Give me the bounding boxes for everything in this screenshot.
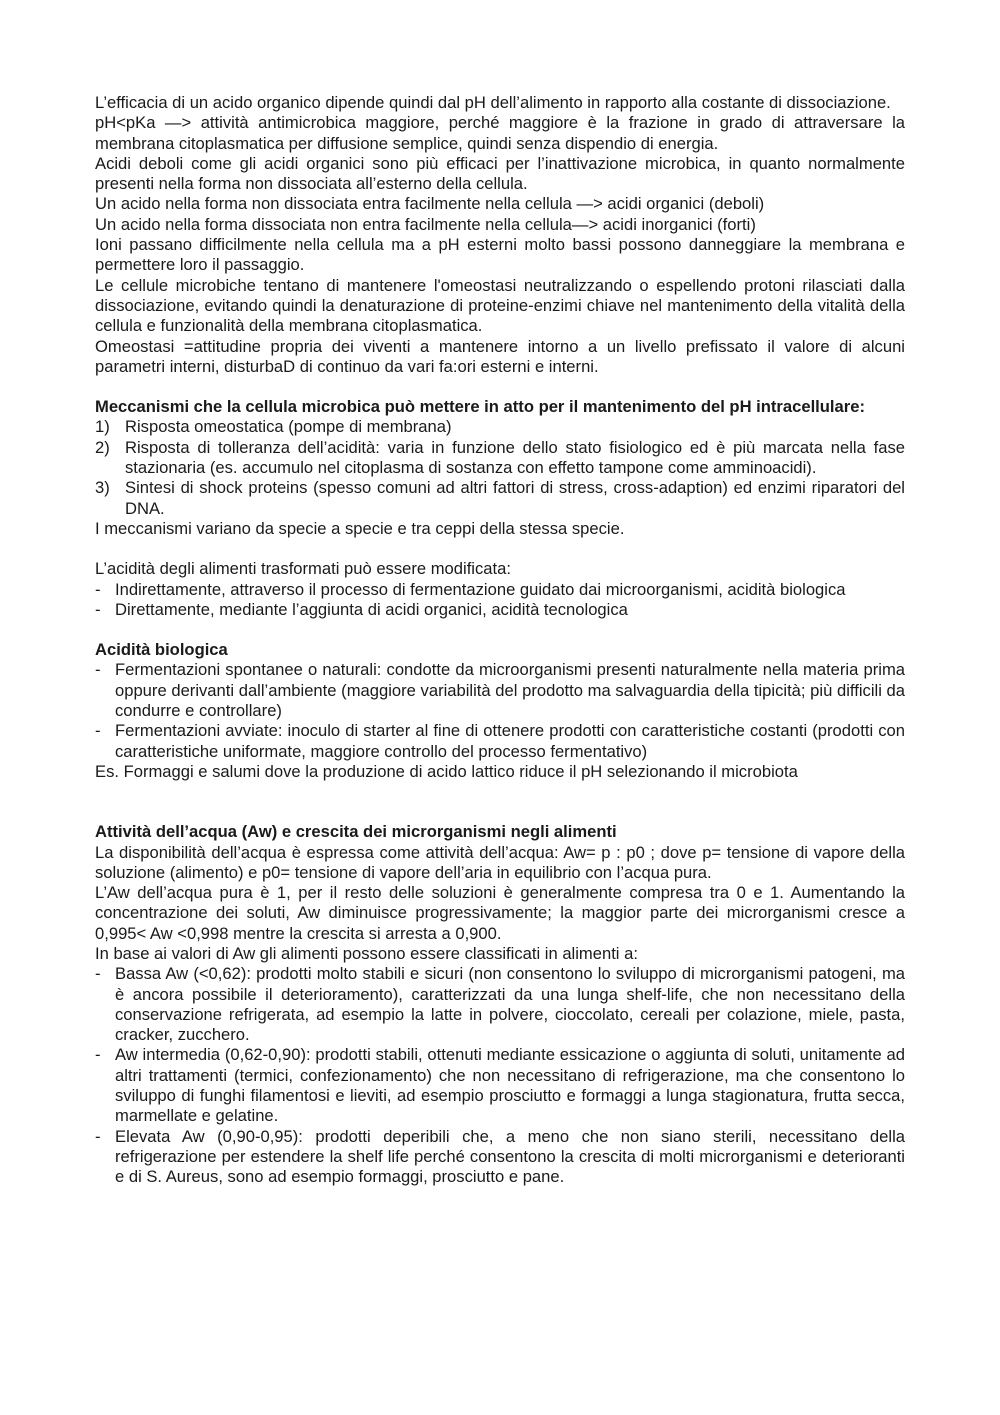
paragraph: Ioni passano difficilmente nella cellula ma a pH esterni molto bassi possono danneggiare la membrana e permettere loro il passaggio. [95,235,905,275]
list-marker: - [95,964,101,984]
list-item [95,600,905,620]
paragraph: Le cellule microbiche tentano di mantenere l'omeostasi neutralizzando o espellendo protoni rilasciati dalla dissociazione, evitando quindi la denaturazione di proteine-enzimi chiave nel mantenimento della vitalità della cellula e funzionalità della membrana citoplasmatica. [95,275,905,336]
list-item [95,721,905,762]
list-item-text: Direttamente, mediante l’aggiunta di acidi organici, acidità tecnologica [115,599,628,619]
list-marker: - [95,1126,101,1146]
paragraph: La disponibilità dell’acqua è espressa come attività dell’acqua: Aw= p : p0 ; dove p= tensione di vapore della soluzione (alimento) e p0= tensione di vapore dell’aria in equilibrio con l’acqua pura. [95,842,905,882]
paragraph: In base ai valori di Aw gli alimenti possono essere classificati in alimenti a: [95,943,638,963]
list-item [95,417,905,437]
list-item-text: Sintesi di shock proteins (spesso comuni ad altri fattori di stress, cross-adaption) ed enzimi riparatori del DNA. [125,478,905,518]
list-marker: - [95,599,101,619]
paragraph: Es. Formaggi e salumi dove la produzione di acido lattico riduce il pH selezionando il microbiota [95,761,798,781]
paragraph: Un acido nella forma dissociata non entra facilmente nella cellula—> acidi inorganici (forti) [95,214,756,234]
list-item-text: Indirettamente, attraverso il processo di fermentazione guidato dai microorganismi, acidità biologica [115,579,846,599]
paragraph: Omeostasi =attitudine propria dei viventi a mantenere intorno a un livello prefissato il valore di alcuni parametri interni, disturbaD di continuo da vari fa:ori esterni e interni. [95,336,905,376]
section-water-activity [95,822,905,1187]
list-item [95,478,905,519]
numbered-list [95,417,905,518]
list-marker: 1) [95,417,110,437]
section-ph-mechanisms [95,397,905,539]
bullet-list [95,580,905,621]
list-item-text: Bassa Aw (<0,62): prodotti molto stabili e sicuri (non consentono lo sviluppo di microrganismi patogeni, ma è ancora possibile il deterioramento), caratterizzati da una lunga shelf-life, che non necessitano della conservazione refrigerata, ad esempio la latte in polvere, cioccolato, cereali per colazione, miele, pasta, cracker, zucchero. [115,964,905,1045]
list-item [95,1127,905,1188]
list-marker: 3) [95,478,110,498]
list-item [95,438,905,479]
paragraph: Un acido nella forma non dissociata entra facilmente nella cellula —> acidi organici (deboli) [95,194,765,214]
paragraph: L’efficacia di un acido organico dipende quindi dal pH dell’alimento in rapporto alla costante di dissociazione. [95,93,891,112]
list-item-text: Fermentazioni avviate: inoculo di starter al fine di ottenere prodotti con caratteristiche costanti (prodotti con caratteristiche uniformate, maggiore controllo del processo fermentativo) [115,721,905,761]
bullet-list [95,660,905,761]
section-acid-efficacy [95,93,905,377]
list-marker: - [95,1045,101,1065]
list-item-text: Risposta omeostatica (pompe di membrana) [125,417,452,437]
bullet-list [95,964,905,1187]
section-heading: Attività dell’acqua (Aw) e crescita dei microrganismi negli alimenti [95,822,617,842]
paragraph: L’Aw dell’acqua pura è 1, per il resto delle soluzioni è generalmente compresa tra 0 e 1. Aumentando la concentrazione dei soluti, Aw diminuisce progressivamente; la maggior parte dei microrganismi cresce a 0,995< Aw <0,998 mentre la crescita si arresta a 0,900. [95,883,905,943]
list-item [95,964,905,1045]
section-biological-acidity [95,640,905,782]
list-item [95,660,905,721]
list-item-text: Risposta di tolleranza dell’acidità: varia in funzione dello stato fisiologico ed è più marcata nella fase stazionaria (es. accumulo nel citoplasma di sostanza con effetto tampone come amminoacidi). [125,437,905,478]
list-item-text: Fermentazioni spontanee o naturali: condotte da microorganismi presenti naturalmente nella materia prima oppure derivanti dall’ambiente (maggiore variabilità del prodotto ma salvaguardia della tipicità; più difficili da condurre e controllare) [115,660,905,721]
list-item-text: Aw intermedia (0,62-0,90): prodotti stabili, ottenuti mediante essicazione o aggiunta di soluti, unitamente ad altri trattamenti (termici, confezionamento) che non necessitano di refrigerazione, ma che consentono lo sviluppo di funghi filamentosi e lieviti, ad esempio prosciutto e formaggi a lunga stagionatura, frutta secca, marmellate e gelatine. [115,1045,905,1126]
list-item [95,580,905,600]
list-marker: - [95,721,101,741]
document-page [95,93,905,1188]
paragraph: I meccanismi variano da specie a specie e tra ceppi della stessa specie. [95,518,625,538]
paragraph: pH<pKa —> attività antimicrobica maggiore, perché maggiore è la frazione in grado di attraversare la membrana citoplasmatica per diffusione semplice, quindi senza dispendio di energia. [95,113,905,153]
list-item-text: Elevata Aw (0,90-0,95): prodotti deperibili che, a meno che non siano sterili, necessitano della refrigerazione per estendere la shelf life perché consentono la crescita di molti microrganismi e deterioranti e di S. Aureus, sono ad esempio formaggi, prosciutto e pane. [115,1126,905,1187]
list-marker: - [95,660,101,680]
paragraph: L’acidità degli alimenti trasformati può essere modificata: [95,559,511,579]
list-marker: - [95,579,101,599]
list-marker: 2) [95,437,110,457]
paragraph: Acidi deboli come gli acidi organici sono più efficaci per l’inattivazione microbica, in quanto normalmente presenti nella forma non dissociata all’esterno della cellula. [95,153,905,194]
list-item [95,1045,905,1126]
section-heading: Meccanismi che la cellula microbica può mettere in atto per il mantenimento del pH intracellulare: [95,397,865,417]
section-acidity-modification [95,559,905,620]
section-heading: Acidità biologica [95,640,228,660]
